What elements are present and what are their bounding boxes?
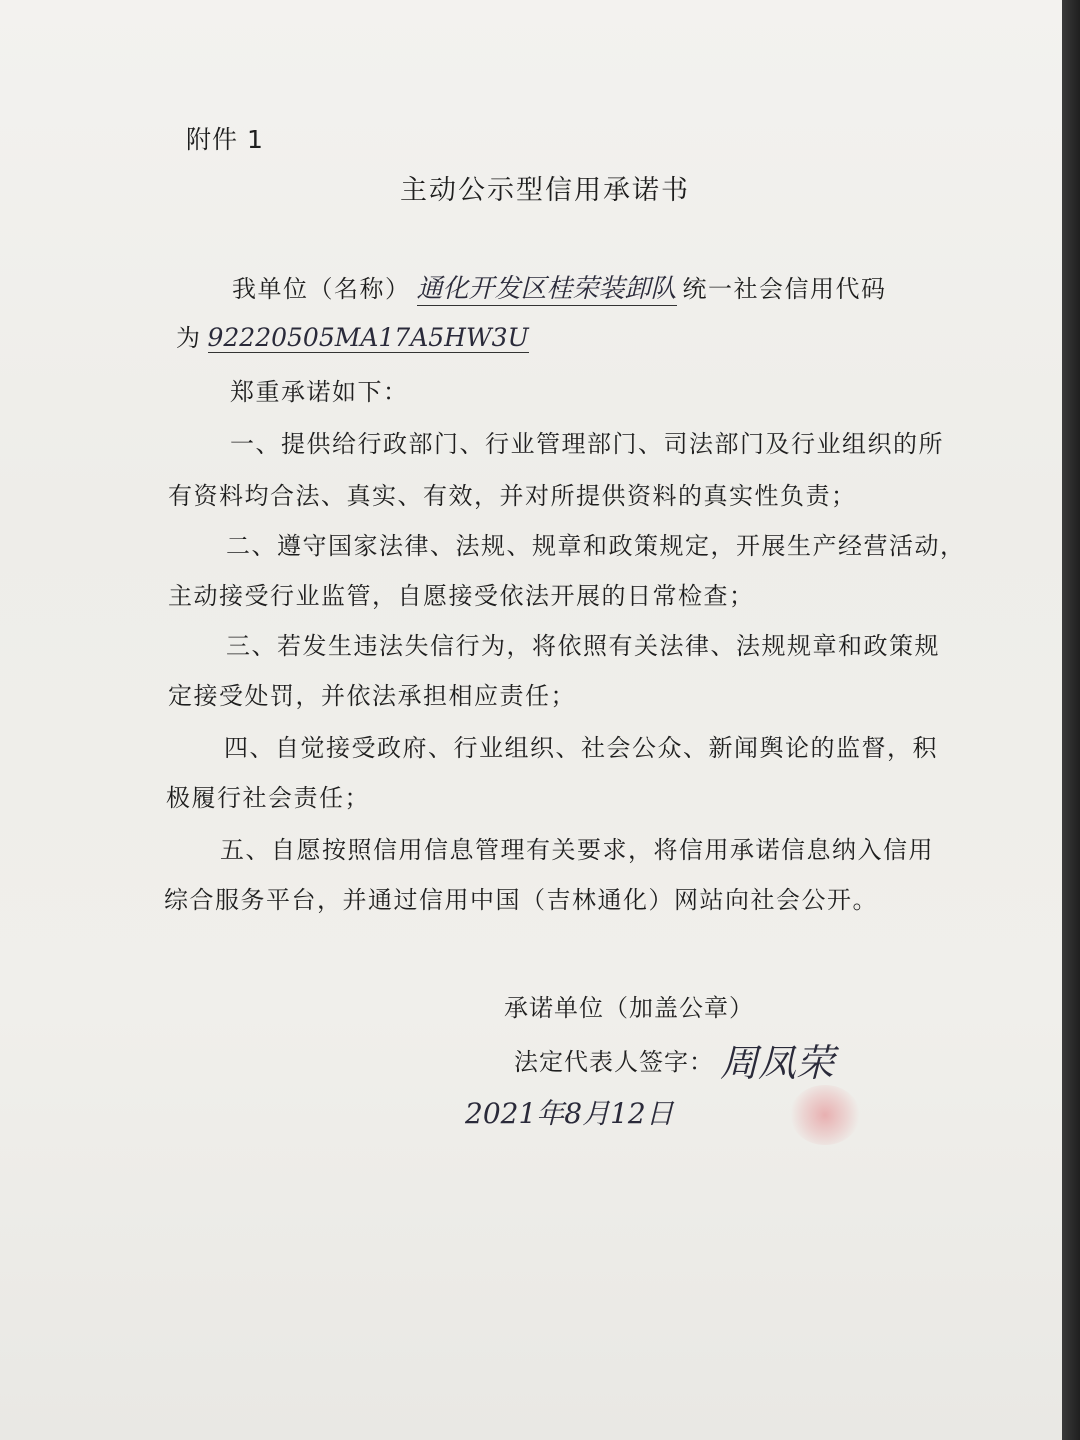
clause-line: 极履行社会责任； <box>166 784 370 812</box>
fingerprint-stamp <box>790 1085 860 1145</box>
intro-suffix: 统一社会信用代码 <box>682 275 887 303</box>
clause-line: 主动接受行业监管，自愿接受依法开展的日常检查； <box>168 582 755 610</box>
clause-line: 一、提供给行政部门、行业管理部门、司法部门及行业组织的所 <box>230 430 944 458</box>
intro-line <box>232 268 887 306</box>
credit-code-handwritten: 92220505MA17A5HW3U <box>207 323 529 352</box>
credit-code-line <box>176 318 529 353</box>
clause-line: 有资料均合法、真实、有效，并对所提供资料的真实性负责； <box>168 482 857 510</box>
promise-lead: 郑重承诺如下： <box>230 378 409 406</box>
clause-line: 定接受处罚，并依法承担相应责任； <box>168 682 576 710</box>
representative-signature: 周凤荣 <box>720 1041 835 1085</box>
document-title: 主动公示型信用承诺书 <box>400 175 690 206</box>
clause-line: 四、自觉接受政府、行业组织、社会公众、新闻舆论的监督，积 <box>224 734 938 762</box>
seal-label: 承诺单位（加盖公章） <box>504 994 754 1022</box>
unit-name-handwritten: 通化开发区桂荣装卸队 <box>417 268 677 306</box>
signing-date: 2021年8月12日 <box>465 1097 674 1130</box>
code-prefix: 为 <box>176 324 202 352</box>
clause-line: 综合服务平台，并通过信用中国（吉林通化）网站向社会公开。 <box>164 886 878 914</box>
intro-prefix: 我单位（名称） <box>232 275 411 303</box>
attachment-label: 附件 1 <box>186 125 264 154</box>
clause-line: 五、自愿按照信用信息管理有关要求，将信用承诺信息纳入信用 <box>220 836 934 864</box>
representative-label: 法定代表人签字： <box>514 1048 714 1076</box>
clause-line: 二、遵守国家法律、法规、规章和政策规定，开展生产经营活动， <box>226 532 966 560</box>
background-edge <box>1062 0 1080 1440</box>
clause-line: 三、若发生违法失信行为，将依照有关法律、法规规章和政策规 <box>226 632 940 660</box>
